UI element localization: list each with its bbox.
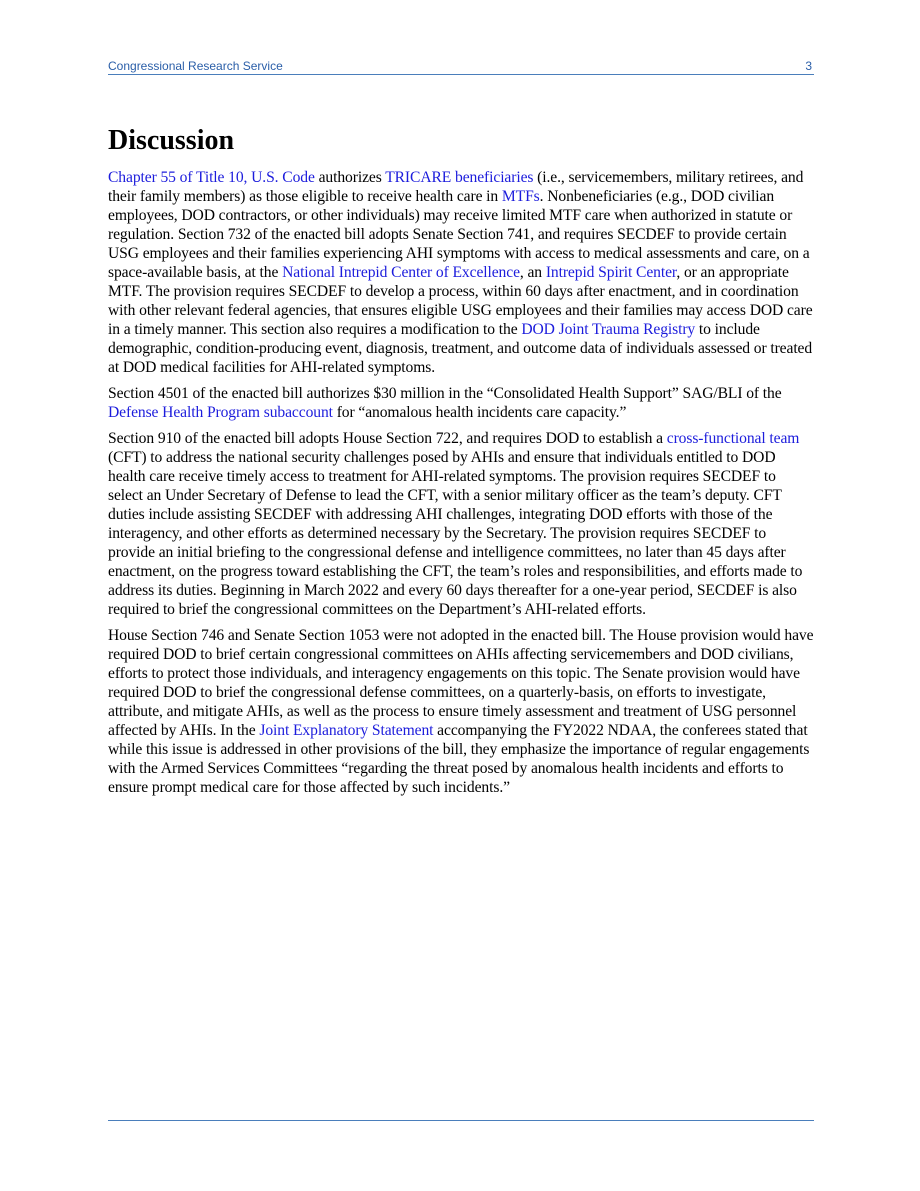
paragraph-1-text: , or an appropriate MTF. The provision requires SECDEF to develop a process, within 60 days after enactment, and in coordination with other relevant federal agencies, that ensures eligible USG employees and their families may access DOD care in a timely manner. This section also requires a modification to the — [108, 264, 813, 338]
link-chapter-55[interactable]: Chapter 55 of Title 10, U.S. Code — [108, 169, 315, 186]
paragraph-3 — [108, 429, 814, 619]
paragraph-3-text: Section 910 of the enacted bill adopts House Section 722, and requires DOD to establish a — [108, 430, 667, 447]
link-mtfs[interactable]: MTFs — [501, 188, 540, 205]
link-defense-health-program[interactable]: Defense Health Program subaccount — [108, 404, 333, 421]
section-heading: Discussion — [108, 125, 235, 156]
paragraph-2 — [108, 384, 814, 422]
paragraph-1-text: , an — [519, 264, 546, 281]
paragraph-4-text: House Section 746 and Senate Section 1053 were not adopted in the enacted bill. The House provision would have required DOD to brief certain congressional committees on AHIs affecting servicemembers and DOD civilians, efforts to protect those individuals, and interagency engagements on this topic. The Senate provision would have required DOD to brief the congressional defense committees, on a quarterly-basis, on efforts to investigate, attribute, and mitigate AHIs, as well as the process to ensure timely assessment and treatment of USG personnel affected by AHIs. In the — [108, 627, 814, 739]
link-intrepid-spirit-center[interactable]: Intrepid Spirit Center — [545, 264, 677, 281]
paragraph-1-text: to include demographic, condition-producing event, diagnosis, treatment, and outcome data of individuals assessed or treated at DOD medical facilities for AHI-related symptoms. — [108, 321, 813, 376]
link-nicoe[interactable]: National Intrepid Center of Excellence — [282, 264, 520, 281]
link-cross-functional-team[interactable]: cross-functional team — [666, 430, 800, 447]
main-content — [108, 124, 814, 804]
paragraph-2-text: Section 4501 of the enacted bill authorizes $30 million in the “Consolidated Health Support” SAG/BLI of the — [108, 385, 782, 402]
footer-divider — [108, 1120, 814, 1121]
paragraph-1-text: . Nonbeneficiaries (e.g., DOD civilian employees, DOD contractors, or other individuals) may receive limited MTF care when authorized in statute or regulation. Section 732 of the enacted bill adopts Senate Section 741, and requires SECDEF to provide certain USG employees and their families experiencing AHI symptoms with access to medical assessments and care, on a space-available basis, at the — [108, 188, 810, 281]
page-header — [108, 58, 814, 75]
link-dod-joint-trauma-registry[interactable]: DOD Joint Trauma Registry — [521, 321, 696, 338]
page-number: 3 — [805, 59, 812, 73]
link-tricare-beneficiaries[interactable]: TRICARE beneficiaries — [385, 169, 534, 186]
paragraph-4-text: accompanying the FY2022 NDAA, the conferees stated that while this issue is addressed in other provisions of the bill, they emphasize the importance of regular engagements with the Armed Services Committees “regarding the threat posed by anomalous health incidents and efforts to ensure prompt medical care for those affected by such incidents.” — [108, 722, 810, 796]
paragraph-1 — [108, 168, 814, 377]
paragraph-1-text: authorizes — [314, 169, 386, 186]
paragraph-1-text: (i.e., servicemembers, military retirees, and their family members) as those eligible to receive health care in — [108, 169, 804, 205]
header-source: Congressional Research Service — [108, 59, 283, 73]
paragraph-4 — [108, 626, 814, 797]
paragraph-2-text: for “anomalous health incidents care capacity.” — [332, 404, 627, 421]
link-joint-explanatory-statement[interactable]: Joint Explanatory Statement — [259, 722, 434, 739]
paragraph-3-text: (CFT) to address the national security challenges posed by AHIs and ensure that individuals entitled to DOD health care receive timely access to treatment for AHI-related symptoms. The provision requires SECDEF to select an Under Secretary of Defense to lead the CFT, with a senior military officer as the team’s deputy. CFT duties include assisting SECDEF with addressing AHI challenges, integrating DOD efforts with those of the interagency, and other efforts as determined necessary by the Secretary. The provision requires SECDEF to provide an initial briefing to the congressional defense and intelligence committees, no later than 45 days after enactment, on the progress toward establishing the CFT, the team’s roles and responsibilities, and efforts made to address its duties. Beginning in March 2022 and every 60 days thereafter for a one-year period, SECDEF is also required to brief the congressional committees on the Department’s AHI-related efforts. — [108, 449, 803, 618]
